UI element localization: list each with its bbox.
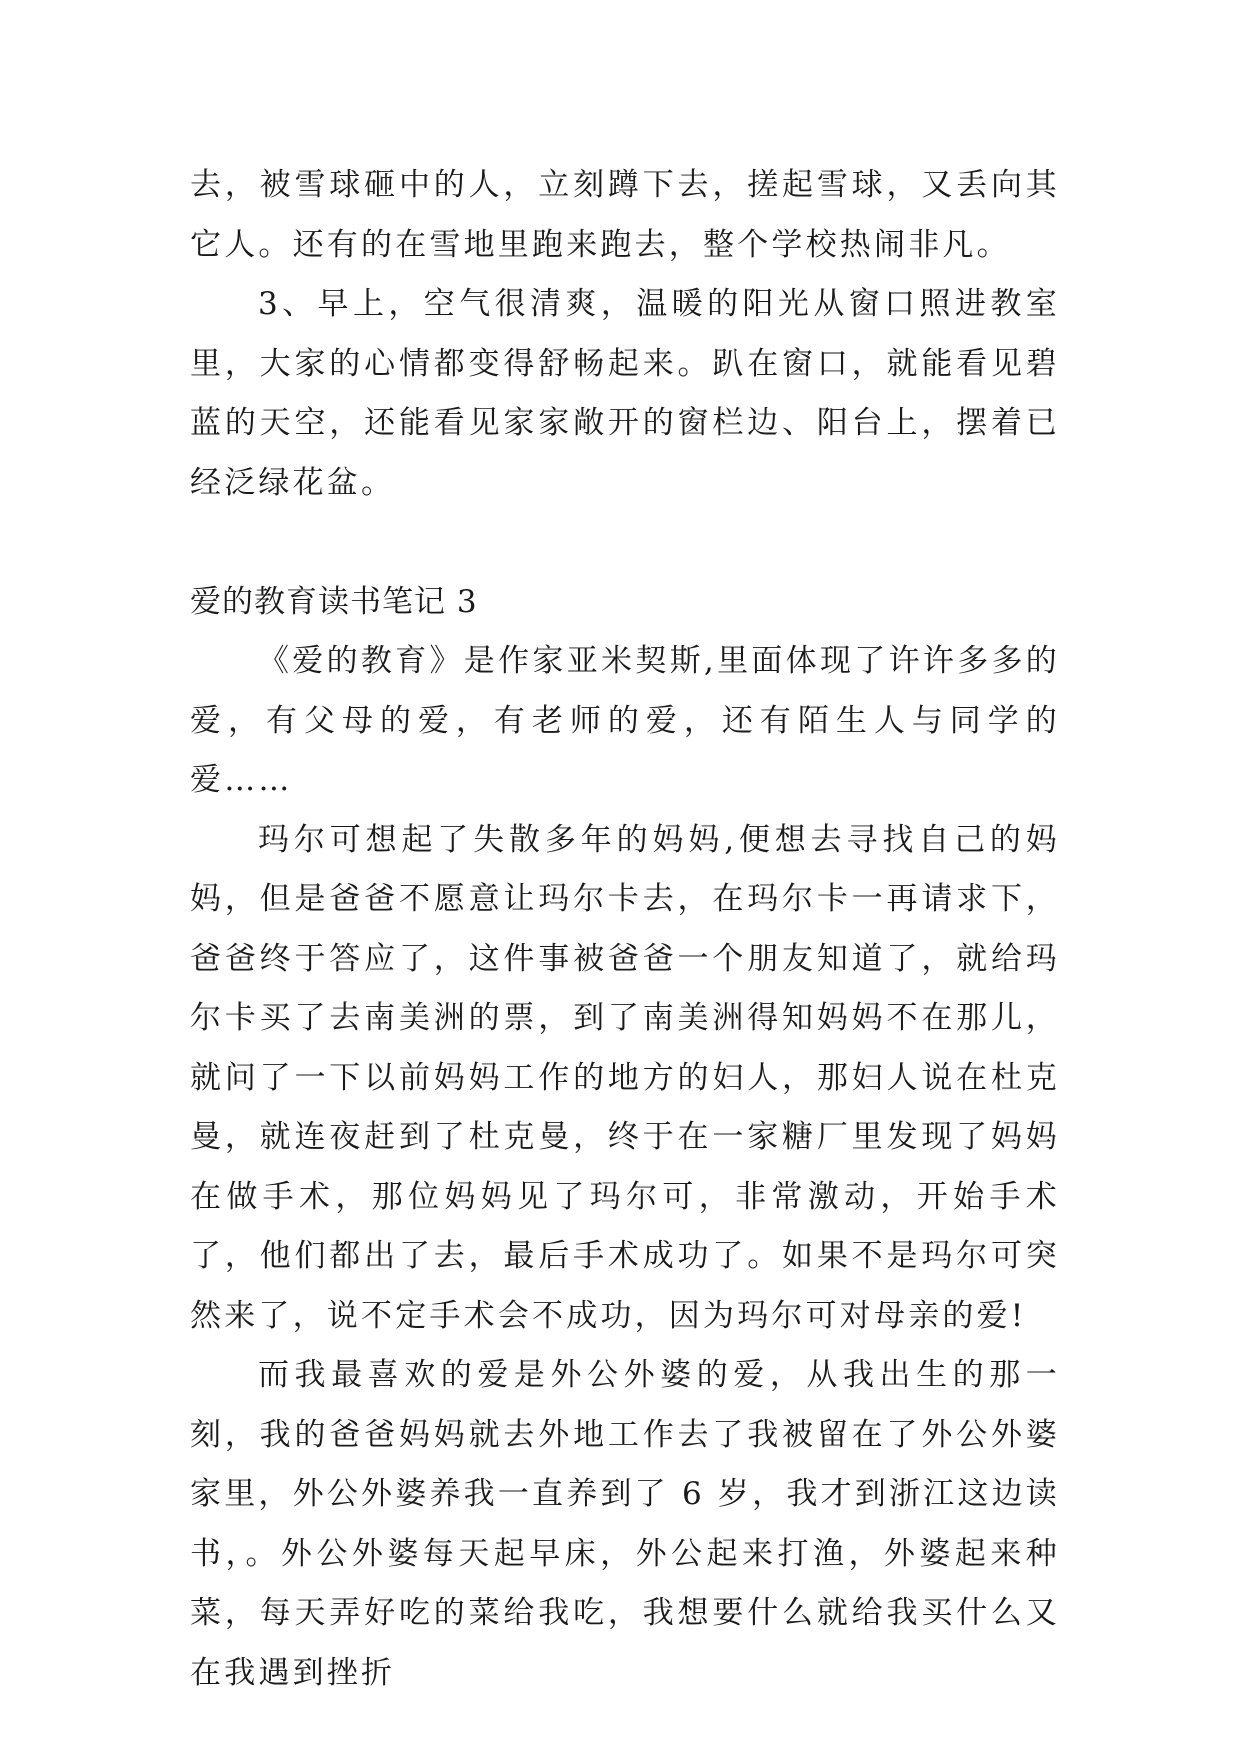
paragraph-continuation: 去，被雪球砸中的人，立刻蹲下去，搓起雪球，又丢向其它人。还有的在雪地里跑来跑去，整个学校热闹非凡。 [190, 167, 1060, 263]
paragraph-intro: 《爱的教育》是作家亚米契斯,里面体现了许许多多的爱，有父母的爱，有老师的爱，还有陌生人与同学的爱…… [190, 643, 1060, 798]
section-spacer [190, 513, 1060, 573]
paragraph-marco-story: 玛尔可想起了失散多年的妈妈,便想去寻找自己的妈妈，但是爸爸不愿意让玛尔卡去，在玛尔卡一再请求下，爸爸终于答应了，这件事被爸爸一个朋友知道了，就给玛尔卡买了去南美洲的票，到了南美洲得知妈妈不在那儿，就问了一下以前妈妈工作的地方的妇人，那妇人说在杜克曼，就连夜赶到了杜克曼，终于在一家糖厂里发现了妈妈在做手术，那位妈妈见了玛尔可，非常激动，开始手术了，他们都出了去，最后手术成功了。如果不是玛尔可突然来了，说不定手术会不成功，因为玛尔可对母亲的爱! [190, 821, 1060, 1334]
section-heading: 爱的教育读书笔记 3 [190, 583, 478, 620]
paragraph-morning: 3、早上，空气很清爽，温暖的阳光从窗口照进教室里，大家的心情都变得舒畅起来。趴在窗口，就能看见碧蓝的天空，还能看见家家敞开的窗栏边、阳台上，摆着已经泛绿花盆。 [190, 286, 1060, 501]
document-body [190, 156, 1060, 1703]
paragraph-grandparents: 而我最喜欢的爱是外公外婆的爱，从我出生的那一刻，我的爸爸妈妈就去外地工作去了我被留在了外公外婆家里，外公外婆养我一直养到了 6 岁，我才到浙江这边读书，。外公外婆每天起早床，外公起来打渔，外婆起来种菜，每天弄好吃的菜给我吃，我想要什么就给我买什么又在我遇到挫折 [190, 1357, 1060, 1691]
